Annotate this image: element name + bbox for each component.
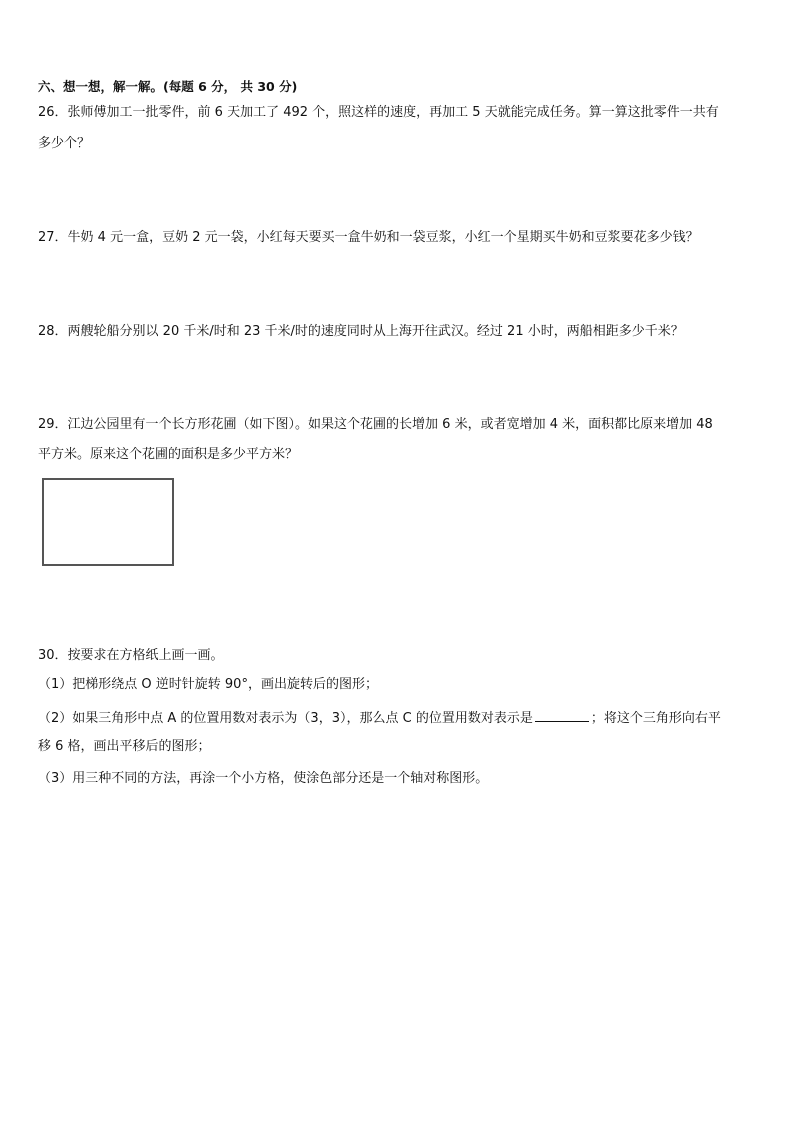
question-30-part-1: （1）把梯形绕点 O 逆时针旋转 90°，画出旋转后的图形； (38, 677, 378, 692)
answer-blank[interactable] (535, 708, 589, 722)
question-29-line-2: 平方米。原来这个花圃的面积是多少平方米？ (38, 447, 299, 462)
question-30-part-2-text-b: ；将这个三角形向右平 (590, 711, 721, 726)
question-27: 27．牛奶 4 元一盒，豆奶 2 元一袋，小红每天要买一盒牛奶和一袋豆浆，小红一个星期买牛奶和豆浆要花多少钱？ (38, 230, 699, 245)
question-30-title: 30．按要求在方格纸上画一画。 (38, 648, 224, 663)
question-30-part-2-line-1 (38, 708, 721, 727)
section-title: 六、想一想，解一解。(每题 6 分， 共 30 分) (38, 79, 298, 94)
question-28: 28．两艘轮船分别以 20 千米/时和 23 千米/时的速度同时从上海开往武汉。经过 21 小时，两船相距多少千米？ (38, 324, 684, 339)
question-29-line-1: 29．江边公园里有一个长方形花圃（如下图）。如果这个花圃的长增加 6 米，或者宽增加 4 米，面积都比原来增加 48 (38, 417, 713, 432)
question-30-part-3: （3）用三种不同的方法，再涂一个小方格，使涂色部分还是一个轴对称图形。 (38, 771, 489, 786)
question-30-part-2-line-2: 移 6 格，画出平移后的图形； (38, 739, 211, 754)
question-26-line-1: 26．张师傅加工一批零件，前 6 天加工了 492 个，照这样的速度，再加工 5 天就能完成任务。算一算这批零件一共有 (38, 105, 719, 120)
question-26-line-2: 多少个？ (38, 136, 91, 151)
rectangle-garden-figure (42, 478, 174, 566)
question-30-part-2-text-a: （2）如果三角形中点 A 的位置用数对表示为（3，3），那么点 C 的位置用数对表示是 (38, 711, 533, 726)
